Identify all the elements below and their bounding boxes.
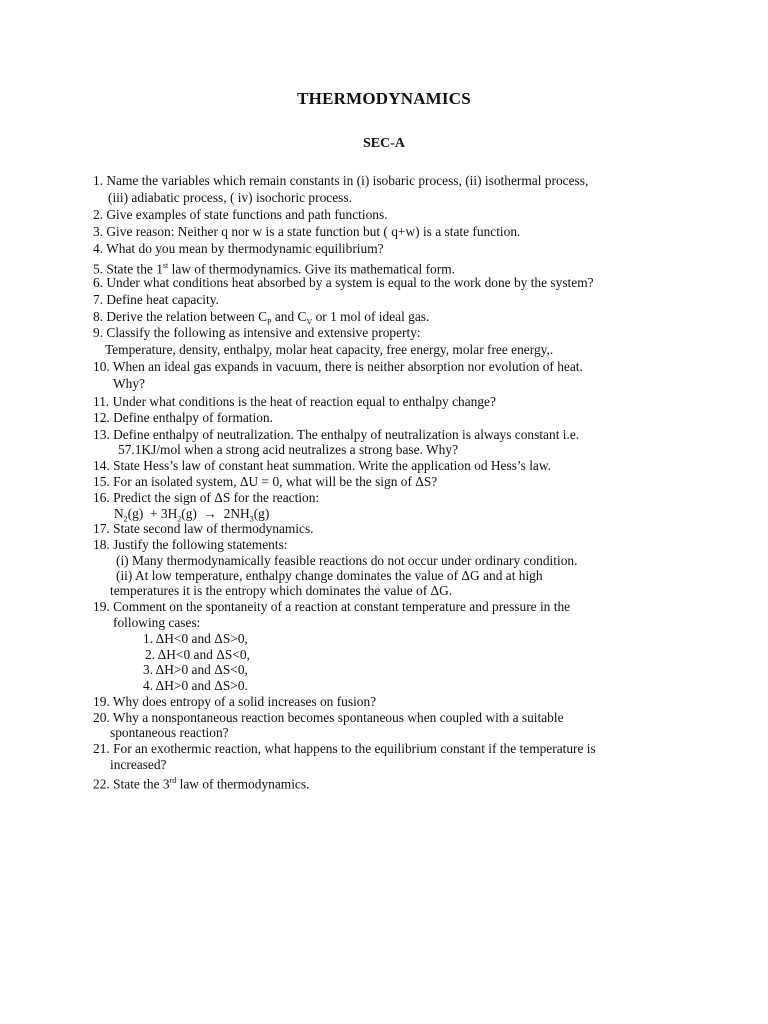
document-title: THERMODYNAMICS <box>297 89 471 108</box>
question-line: 20. Why a nonspontaneous reaction becomes spontaneous when coupled with a suitable <box>93 710 564 725</box>
question-line: 12. Define enthalpy of formation. <box>93 410 273 425</box>
question-line: 17. State second law of thermodynamics. <box>93 521 314 536</box>
case-item: 2. ΔH<0 and ΔS<0, <box>145 647 250 662</box>
section-heading: SEC-A <box>362 136 405 151</box>
question-line: 10. When an ideal gas expands in vacuum, there is neither absorption nor evolution of heat. <box>93 359 583 374</box>
question-line: 6. Under what conditions heat absorbed by a system is equal to the work done by the system? <box>93 275 594 290</box>
question-line: 14. State Hess’s law of constant heat summation. Write the application od Hess’s law. <box>93 458 551 473</box>
question-line: 57.1KJ/mol when a strong acid neutralizes a strong base. Why? <box>118 442 459 457</box>
question-line: 2. Give examples of state functions and path functions. <box>93 207 388 222</box>
question-line: (i) Many thermodynamically feasible reactions do not occur under ordinary condition. <box>116 553 578 568</box>
question-line: 5. State the 1st law of thermodynamics. Give its mathematical form. <box>93 261 455 277</box>
question-line: 8. Derive the relation between $C_P$ and $C_V$ or 1 mol of ideal gas. <box>93 309 430 327</box>
question-line: Why? <box>113 376 145 391</box>
question-line: 22. State the 3rd law of thermodynamics. <box>93 776 310 792</box>
question-line: 19. Why does entropy of a solid increases on fusion? <box>93 694 377 709</box>
question-line: (ii) At low temperature, enthalpy change dominates the value of ΔG and at high <box>116 568 543 583</box>
reaction-equation: $N_2(g) + 3H_2(g) \to 2NH_3(g)$ <box>114 506 270 524</box>
question-line: following cases: <box>113 615 201 630</box>
case-item: 4. ΔH>0 and ΔS>0. <box>143 678 248 693</box>
question-line: 4. What do you mean by thermodynamic equilibrium? <box>93 241 384 256</box>
question-line: 18. Justify the following statements: <box>93 537 288 552</box>
question-line: 13. Define enthalpy of neutralization. The enthalpy of neutralization is always constant i.e. <box>93 427 580 442</box>
question-line: 3. Give reason: Neither q nor w is a state function but ( q+w) is a state function. <box>93 224 521 239</box>
question-line: 9. Classify the following as intensive and extensive property: <box>93 325 421 340</box>
case-item: 3. ΔH>0 and ΔS<0, <box>143 662 248 677</box>
question-line: spontaneous reaction? <box>110 725 229 740</box>
question-line: (iii) adiabatic process, ( iv) isochoric process. <box>108 190 352 205</box>
question-line: 16. Predict the sign of ΔS for the reaction: <box>93 490 320 505</box>
question-line: 19. Comment on the spontaneity of a reaction at constant temperature and pressure in the <box>93 599 571 614</box>
question-line: temperatures it is the entropy which dominates the value of ΔG. <box>110 583 453 598</box>
question-line: 1. Name the variables which remain constants in (i) isobaric process, (ii) isothermal process, <box>93 173 589 188</box>
question-line: Temperature, density, enthalpy, molar heat capacity, free energy, molar free energy,. <box>105 342 554 357</box>
question-line: increased? <box>110 757 167 772</box>
question-line: 15. For an isolated system, ΔU = 0, what will be the sign of ΔS? <box>93 474 438 489</box>
question-line: 11. Under what conditions is the heat of reaction equal to enthalpy change? <box>93 394 496 409</box>
question-line: 7. Define heat capacity. <box>93 292 219 307</box>
question-line: 21. For an exothermic reaction, what happens to the equilibrium constant if the temperature is <box>93 741 596 756</box>
case-item: 1. ΔH<0 and ΔS>0, <box>143 631 248 646</box>
